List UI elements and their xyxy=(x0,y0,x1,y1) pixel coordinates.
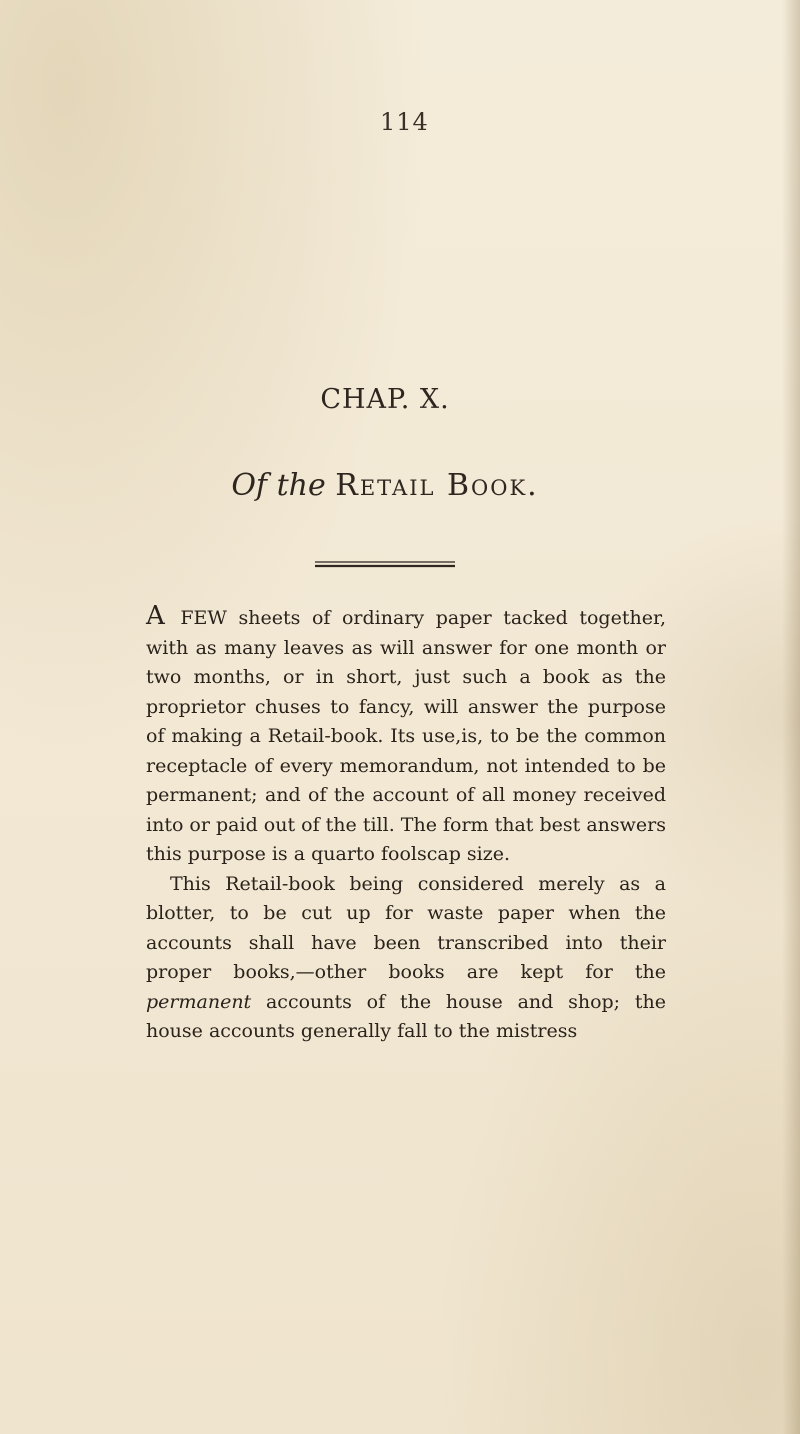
title-prefix: Of the xyxy=(231,468,326,503)
chapter-title xyxy=(0,468,770,503)
title-main: Retail Book. xyxy=(335,468,539,503)
page-edge-shadow xyxy=(782,0,800,1434)
paragraph-1 xyxy=(146,602,666,870)
paragraph-2 xyxy=(146,870,666,1047)
paragraph-2-text-b: accounts of the house and shop; the house accounts generally fall to the mistress xyxy=(146,990,666,1042)
paragraph-1-text: FEW sheets of ordinary paper tacked together, with as many leaves as will answer for one month or two months, or in short, just such a book as the proprietor chuses to fancy, will answer the purpose of making a Retail-book. Its use,is, to be the common receptacle of every memorandum, not intended to be permanent; and of the account of all money received into or paid out of the till. The form that best answers this purpose is a quarto foolscap size. xyxy=(146,607,666,865)
body-text xyxy=(146,602,666,1047)
page-number: 114 xyxy=(380,108,429,136)
chapter-heading: CHAP. X. xyxy=(320,384,450,415)
initial-letter: A xyxy=(146,601,165,631)
paragraph-2-italic: permanent xyxy=(146,990,252,1013)
paragraph-2-text-a: This Retail-book being considered merely as a blotter, to be cut up for waste paper when the accounts shall have been transcribed into their proper books,—other books are kept for the xyxy=(146,872,666,983)
ornamental-rule xyxy=(0,560,770,570)
